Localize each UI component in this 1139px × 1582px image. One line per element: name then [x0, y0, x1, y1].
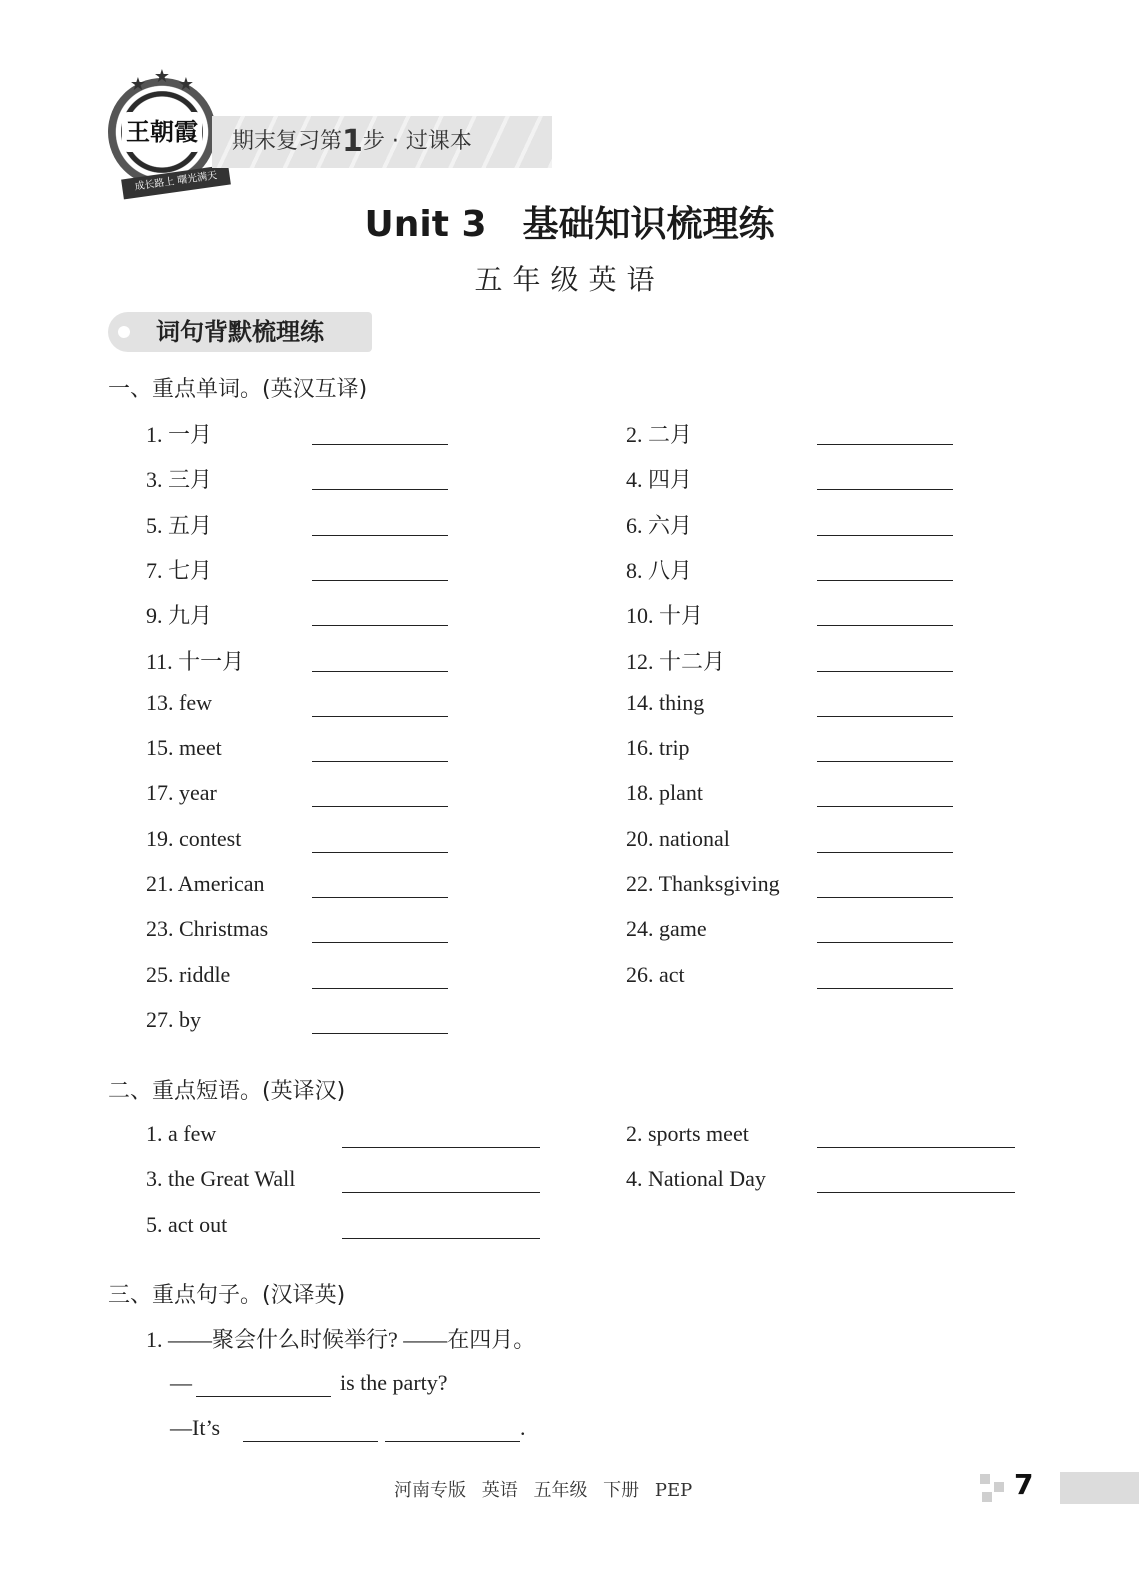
answer-blank[interactable]	[312, 761, 448, 762]
answer-blank[interactable]	[312, 671, 448, 672]
answer-blank[interactable]	[312, 580, 448, 581]
sentence-question: 1. ——聚会什么时候举行? ——在四月。	[146, 1327, 536, 1352]
logo-ribbon: 成长路上 曙光满天	[121, 165, 231, 200]
answer-blank[interactable]	[312, 444, 448, 445]
star-icon: ★	[177, 74, 195, 94]
step-number: 1	[342, 124, 363, 159]
question-item: 14. thing	[626, 689, 705, 715]
question-item: 25. riddle	[146, 961, 231, 987]
part3-title: 三、重点句子。(汉译英)	[108, 1283, 346, 1308]
answer-blank[interactable]	[817, 761, 953, 762]
step-prefix: 期末复习第	[232, 129, 343, 154]
answer-blank[interactable]	[312, 535, 448, 536]
part1-title: 一、重点单词。(英汉互译)	[108, 377, 368, 402]
answer-blank[interactable]	[342, 1147, 540, 1148]
answer-blank[interactable]	[817, 1147, 1015, 1148]
question-item: 21. American	[146, 871, 265, 896]
part2-title: 二、重点短语。(英译汉)	[108, 1079, 346, 1104]
question-item: 9. 九月	[146, 603, 213, 629]
answer-blank[interactable]	[817, 988, 953, 989]
answer-blank[interactable]	[342, 1192, 540, 1193]
question-item: 10. 十月	[626, 603, 704, 629]
banner-dot-icon	[118, 326, 130, 338]
answer-blank[interactable]	[196, 1396, 331, 1397]
question-item: 7. 七月	[146, 557, 213, 583]
answer-blank[interactable]	[817, 671, 953, 672]
answer-blank[interactable]	[312, 806, 448, 807]
answer-blank[interactable]	[312, 625, 448, 626]
answer-blank[interactable]	[817, 852, 953, 853]
page-subtitle: 五年级英语	[474, 263, 665, 296]
star-icon: ★	[153, 66, 171, 86]
question-item: 6. 六月	[626, 512, 693, 538]
question-item: 18. plant	[626, 780, 703, 806]
answer-blank[interactable]	[817, 489, 953, 490]
page-title: Unit 3 基础知识梳理练	[364, 204, 775, 245]
question-item: 13. few	[146, 689, 212, 715]
answer-line-1-suffix: is the party?	[340, 1370, 448, 1395]
answer-blank[interactable]	[342, 1238, 540, 1239]
question-item: 17. year	[146, 780, 217, 806]
question-item: 16. trip	[626, 735, 690, 761]
step-suffix: 步 · 过课本	[362, 129, 472, 154]
question-item: 27. by	[146, 1006, 201, 1032]
answer-blank[interactable]	[817, 716, 953, 717]
question-item: 5. 五月	[146, 512, 213, 538]
answer-blank[interactable]	[817, 806, 953, 807]
question-item: 1. 一月	[146, 422, 213, 447]
question-item: 15. meet	[146, 735, 222, 761]
section-banner	[108, 312, 372, 352]
answer-blank[interactable]	[312, 988, 448, 989]
logo-seal	[108, 66, 218, 193]
answer-line-2-suffix: .	[520, 1415, 526, 1440]
answer-blank[interactable]	[312, 716, 448, 717]
question-item: 2. 二月	[626, 422, 693, 447]
answer-blank[interactable]	[817, 580, 953, 581]
page-number: 7	[1014, 1468, 1034, 1501]
question-item: 3. the Great Wall	[146, 1166, 296, 1192]
question-item: 1. a few	[146, 1121, 217, 1146]
answer-blank[interactable]	[817, 535, 953, 536]
page-corner-decoration	[980, 1474, 1008, 1504]
logo-text: 王朝霞	[122, 112, 202, 152]
question-item: 11. 十一月	[146, 648, 245, 674]
question-item: 23. Christmas	[146, 916, 269, 942]
star-icon: ★	[129, 74, 147, 94]
header-step-label	[232, 124, 472, 159]
answer-blank[interactable]	[817, 897, 953, 898]
question-item: 19. contest	[146, 825, 242, 851]
question-item: 3. 三月	[146, 467, 213, 493]
answer-line-2-prefix: —It’s	[170, 1415, 221, 1440]
question-item: 2. sports meet	[626, 1121, 749, 1146]
question-item: 4. National Day	[626, 1166, 766, 1192]
answer-line-1-prefix: —	[170, 1370, 192, 1395]
answer-blank[interactable]	[243, 1441, 378, 1442]
answer-blank[interactable]	[385, 1441, 520, 1442]
question-item: 24. game	[626, 916, 707, 942]
answer-blank[interactable]	[817, 942, 953, 943]
answer-blank[interactable]	[817, 625, 953, 626]
answer-blank[interactable]	[312, 942, 448, 943]
answer-blank[interactable]	[312, 1033, 448, 1034]
answer-blank[interactable]	[312, 489, 448, 490]
page-number-bar	[1060, 1472, 1139, 1504]
question-item: 22. Thanksgiving	[626, 871, 780, 896]
question-item: 8. 八月	[626, 557, 693, 583]
question-item: 12. 十二月	[626, 648, 726, 674]
question-item: 26. act	[626, 961, 685, 987]
question-item: 4. 四月	[626, 467, 693, 493]
footer-edition: 河南专版 英语 五年级 下册 PEP	[394, 1480, 693, 1501]
answer-blank[interactable]	[817, 1192, 1015, 1193]
question-item: 20. national	[626, 825, 730, 851]
answer-blank[interactable]	[312, 897, 448, 898]
answer-blank[interactable]	[817, 444, 953, 445]
question-item: 5. act out	[146, 1211, 228, 1237]
section-banner-label: 词句背默梳理练	[156, 318, 324, 346]
answer-blank[interactable]	[312, 852, 448, 853]
